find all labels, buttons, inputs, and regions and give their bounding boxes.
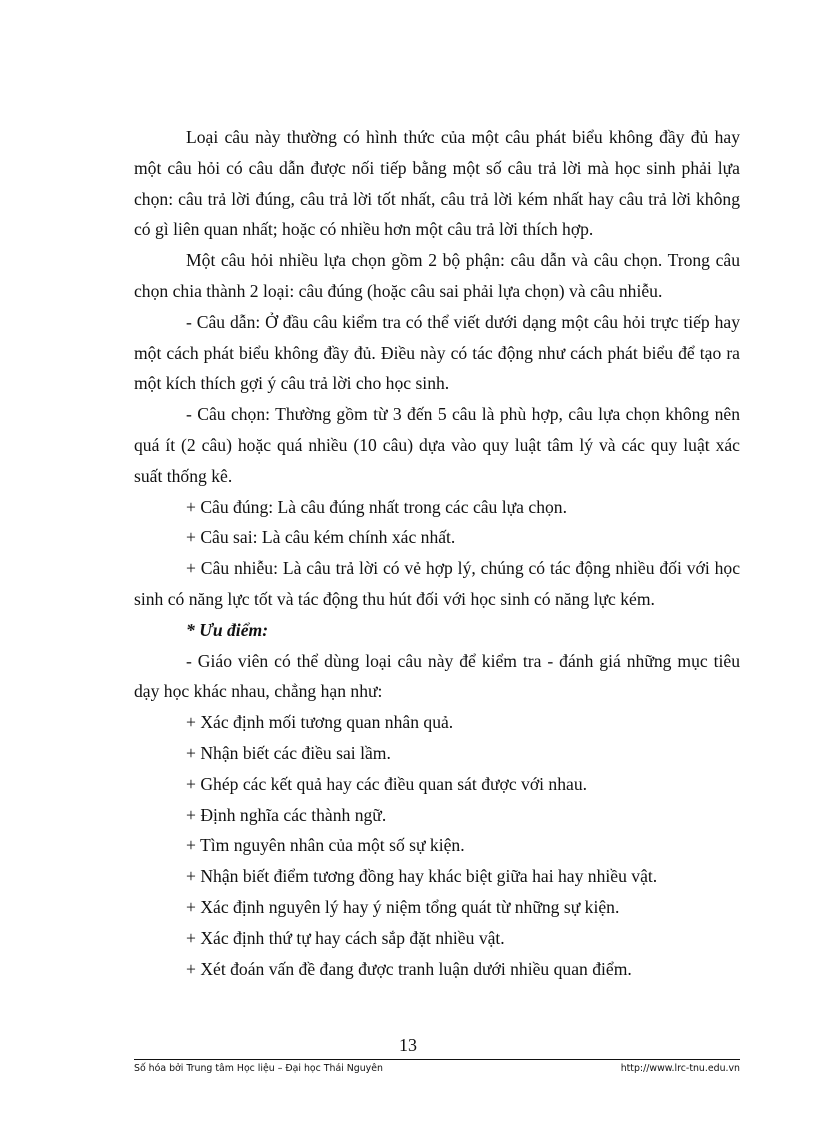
paragraph-wrong-answer: + Câu sai: Là câu kém chính xác nhất. (186, 527, 456, 548)
paragraph-distractor: + Câu nhiễu: Là câu trả lời có vẻ hợp lý, chúng có tác động nhiều đối với học sinh có năng lực tốt và tác động thu hút đối với học sinh có năng lực kém. (134, 558, 740, 609)
footer-divider (134, 1059, 740, 1060)
paragraph-parts: Một câu hỏi nhiều lựa chọn gồm 2 bộ phận: câu dẫn và câu chọn. Trong câu chọn chia thành 2 loại: câu đúng (hoặc câu sai phải lựa chọn) và câu nhiễu. (134, 250, 740, 301)
paragraph-correct-answer: + Câu đúng: Là câu đúng nhất trong các câu lựa chọn. (186, 496, 567, 517)
list-item: + Định nghĩa các thành ngữ. (186, 804, 387, 825)
list-item: + Xét đoán vấn đề đang được tranh luận dưới nhiều quan điểm. (186, 958, 632, 979)
list-item: + Nhận biết các điều sai lầm. (186, 742, 391, 763)
page-footer (134, 1062, 740, 1076)
page-body (134, 122, 740, 984)
page-number: 13 (399, 1035, 417, 1055)
footer-source: Số hóa bởi Trung tâm Học liệu – Đại học Thái Nguyên (134, 1063, 383, 1074)
list-item: + Ghép các kết quả hay các điều quan sát được với nhau. (186, 773, 588, 794)
paragraph-options: - Câu chọn: Thường gồm từ 3 đến 5 câu là phù hợp, câu lựa chọn không nên quá ít (2 câu) hoặc quá nhiều (10 câu) dựa vào quy luật tâm lý và các quy luật xác suất thống kê. (134, 404, 740, 486)
footer-url[interactable]: http://www.lrc-tnu.edu.vn (620, 1063, 740, 1074)
list-item: + Nhận biết điểm tương đồng hay khác biệt giữa hai hay nhiều vật. (186, 866, 658, 887)
list-item: + Tìm nguyên nhân của một số sự kiện. (186, 835, 465, 856)
section-heading-advantages: * Ưu điểm: (186, 619, 269, 640)
list-item: + Xác định mối tương quan nhân quả. (186, 712, 454, 733)
list-item: + Xác định thứ tự hay cách sắp đặt nhiều vật. (186, 927, 505, 948)
paragraph-objectives: - Giáo viên có thể dùng loại câu này để kiểm tra - đánh giá những mục tiêu dạy học khác nhau, chẳng hạn như: (134, 650, 740, 702)
list-item: + Xác định nguyên lý hay ý niệm tổng quát từ những sự kiện. (186, 896, 620, 917)
paragraph-stem: - Câu dẫn: Ở đầu câu kiểm tra có thể viết dưới dạng một câu hỏi trực tiếp hay một cách phát biểu không đầy đủ. Điều này có tác động như cách phát biểu để tạo ra một kích thích gợi ý câu trả lời cho học sinh. (134, 311, 740, 394)
paragraph-intro: Loại câu này thường có hình thức của một câu phát biểu không đầy đủ hay một câu hỏi có câu dẫn được nối tiếp bằng một số câu trả lời mà học sinh phải lựa chọn: câu trả lời đúng, câu trả lời tốt nhất, câu trả lời kém nhất hay câu trả lời không có gì liên quan nhất; hoặc có nhiều hơn một câu trả lời thích hợp. (134, 127, 740, 240)
